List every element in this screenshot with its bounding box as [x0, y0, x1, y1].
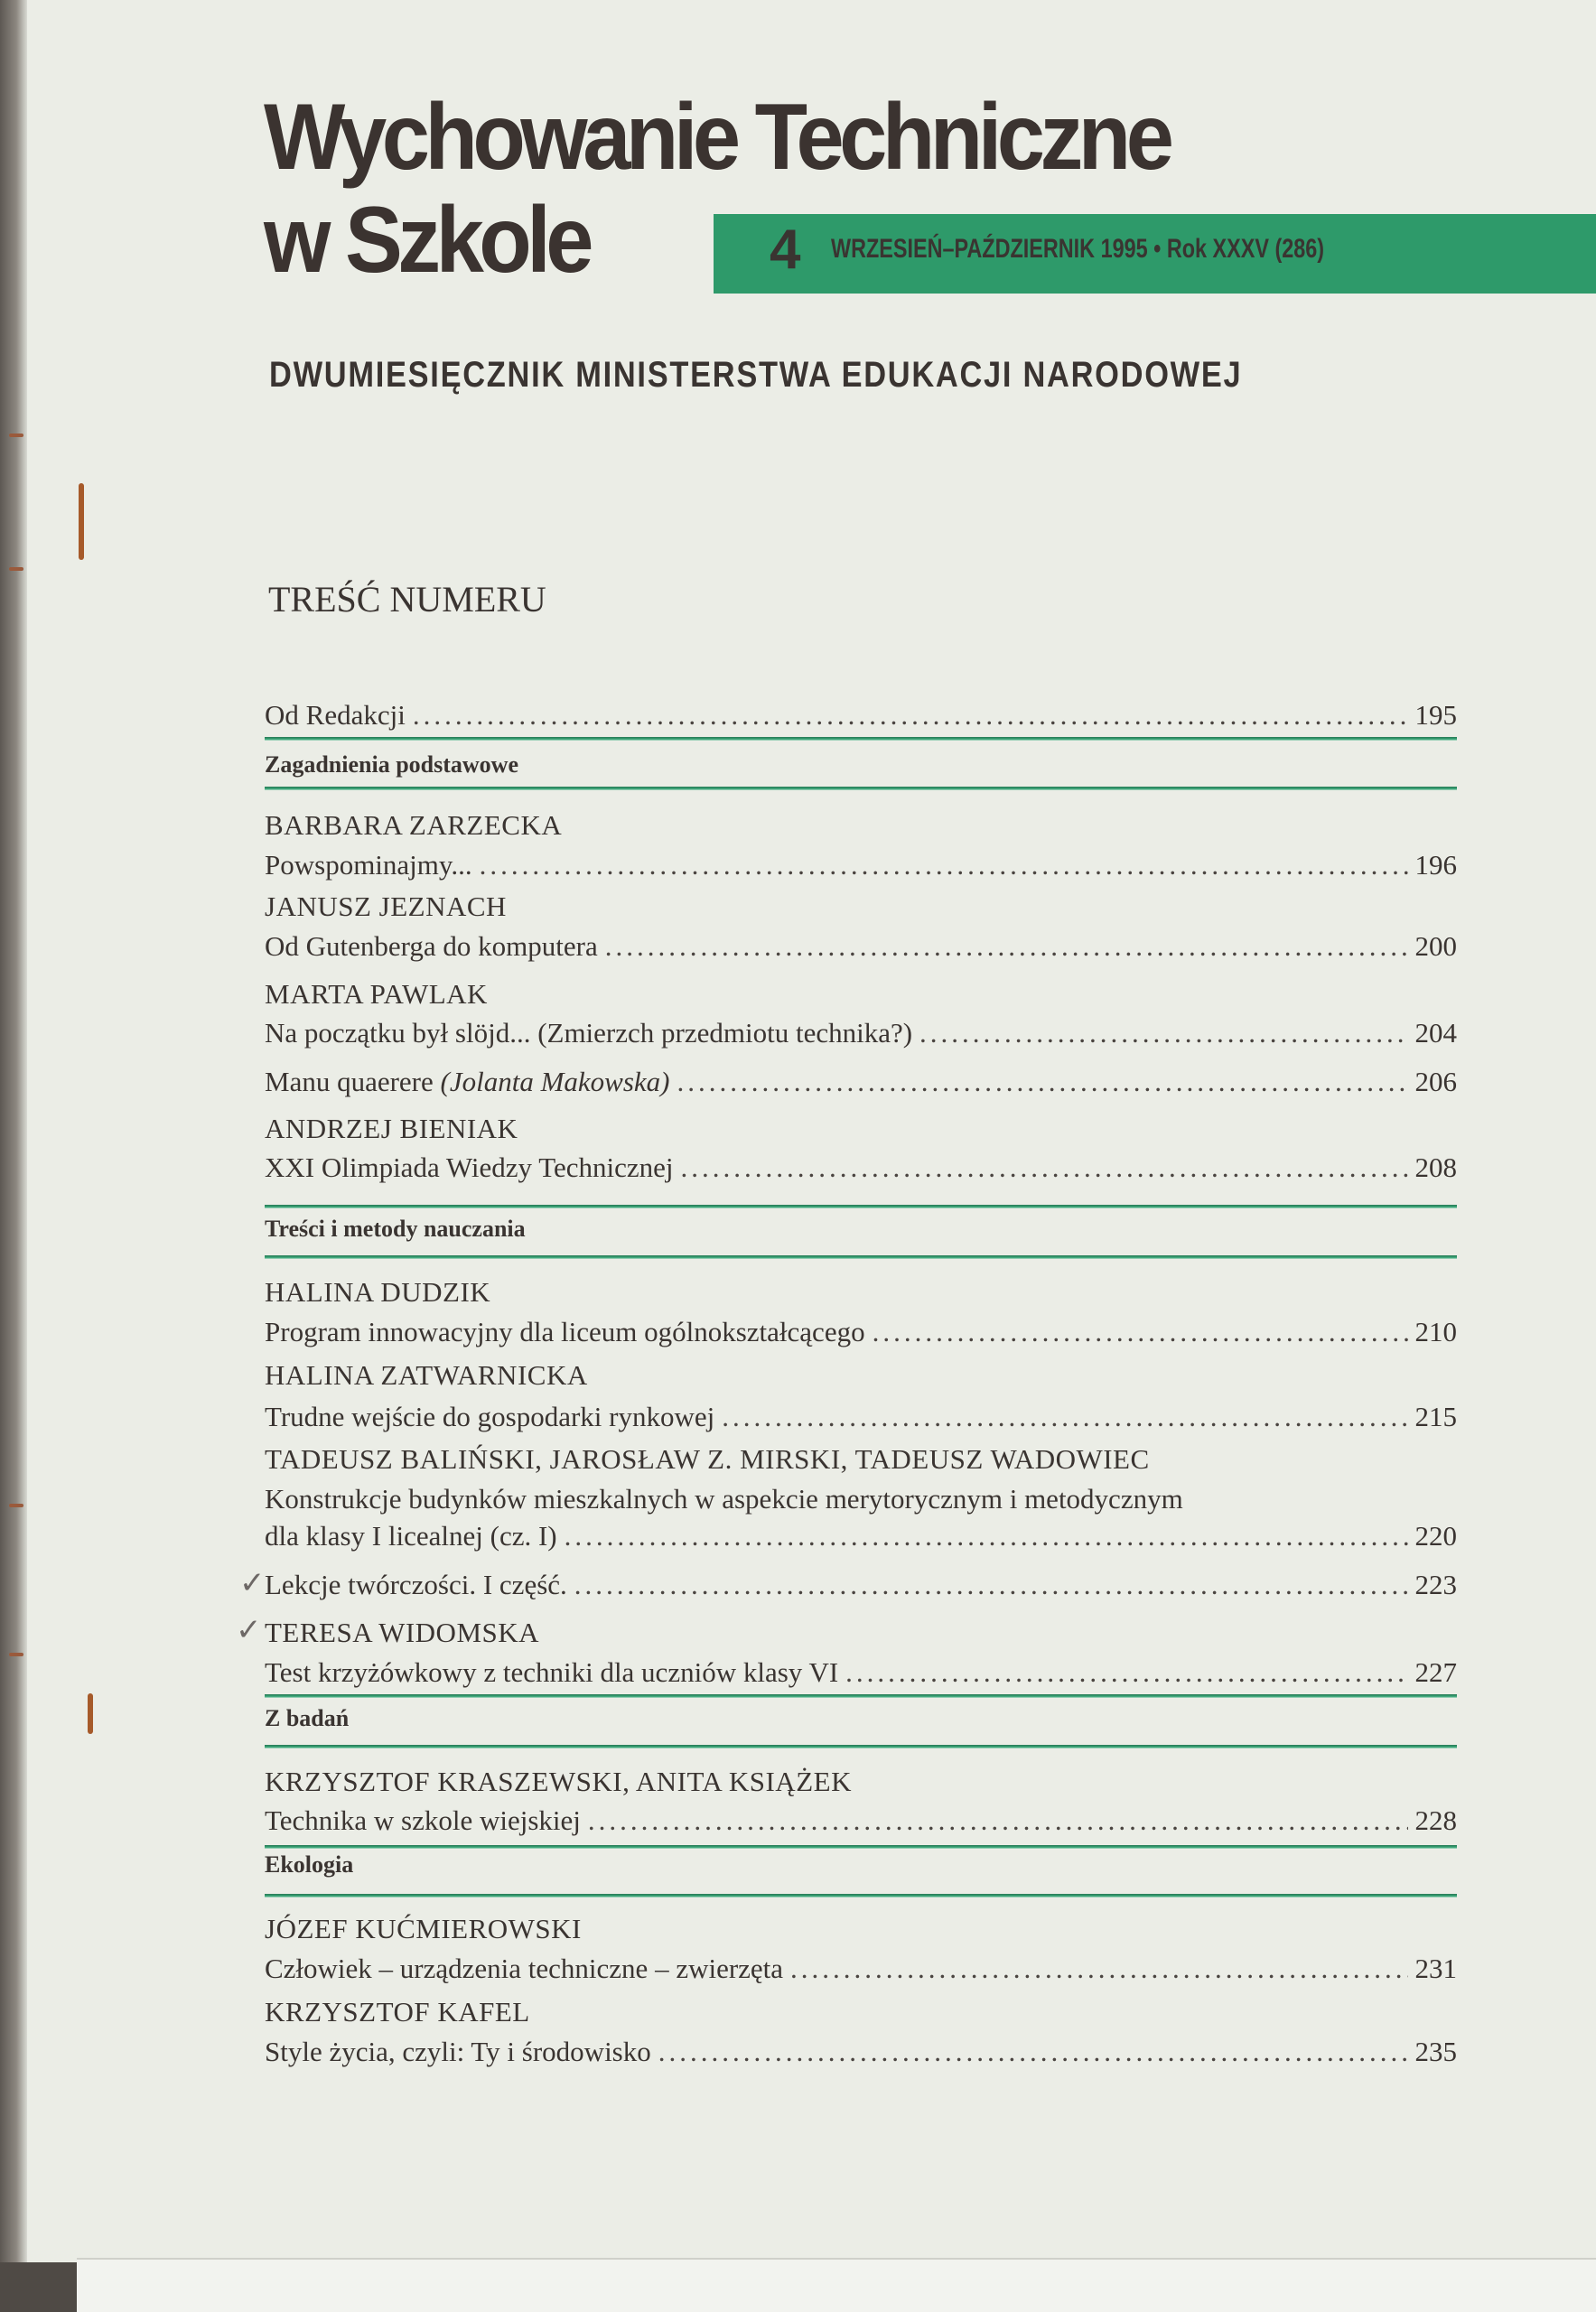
toc-entry[interactable]	[265, 1401, 1457, 1433]
leader-dots	[480, 849, 1408, 881]
entry-title: Powspominajmy...	[265, 849, 472, 881]
entry-page: 231	[1414, 1953, 1457, 1984]
leader-dots	[722, 1401, 1407, 1433]
leader-dots	[845, 1656, 1407, 1689]
leader-dots	[565, 1520, 1408, 1552]
section-rule	[265, 787, 1457, 790]
staple-mark	[9, 567, 23, 571]
magazine-page	[27, 0, 1596, 2262]
entry-title: Technika w szkole wiejskiej	[265, 1804, 581, 1836]
entry-author: KRZYSZTOF KAFEL	[265, 1996, 530, 2028]
staple-mark	[9, 1504, 23, 1507]
entry-title: dla klasy I licealnej (cz. I)	[265, 1520, 557, 1552]
entry-author: MARTA PAWLAK	[265, 978, 488, 1010]
entry-page: 204	[1414, 1017, 1457, 1049]
scan-background	[0, 2262, 77, 2312]
toc-entry[interactable]	[265, 699, 1457, 732]
section-rule	[265, 1894, 1457, 1897]
entry-page: 227	[1414, 1656, 1457, 1688]
leader-dots	[588, 1804, 1408, 1837]
entry-page: 215	[1414, 1401, 1457, 1432]
entry-author: TERESA WIDOMSKA	[265, 1617, 540, 1648]
magazine-title-line1: Wychowanie Techniczne	[264, 85, 1170, 190]
section-label: Zagadnienia podstawowe	[265, 751, 518, 778]
toc-entry[interactable]	[265, 1316, 1457, 1348]
entry-title: Program innowacyjny dla liceum ogólnokształcącego	[265, 1316, 865, 1347]
section-label: Treści i metody nauczania	[265, 1216, 526, 1242]
entry-page: 223	[1414, 1569, 1457, 1600]
section-rule	[265, 737, 1457, 741]
toc-entry[interactable]	[265, 930, 1457, 963]
toc-entry[interactable]	[265, 1953, 1457, 1985]
entry-author: JANUSZ JEZNACH	[265, 890, 507, 922]
issue-info: WRZESIEŃ–PAŹDZIERNIK 1995 • Rok XXXV (286)	[831, 234, 1325, 264]
issue-number: 4	[770, 219, 801, 281]
entry-page: 235	[1414, 2036, 1457, 2067]
entry-author: KRZYSZTOF KRASZEWSKI, ANITA KSIĄŻEK	[265, 1766, 852, 1797]
pencil-checkmark-icon: ✓	[236, 1612, 262, 1648]
entry-author: BARBARA ZARZECKA	[265, 809, 563, 841]
entry-title: Na początku był slöjd... (Zmierzch przedmiotu technika?)	[265, 1017, 913, 1049]
entry-title-line1: Konstrukcje budynków mieszkalnych w aspekcie merytorycznym i metodycznym	[265, 1483, 1183, 1515]
rust-mark	[79, 483, 84, 560]
next-page-edge	[77, 2258, 1596, 2312]
pencil-checkmark-icon: ✓	[239, 1565, 266, 1601]
entry-author: ANDRZEJ BIENIAK	[265, 1113, 518, 1144]
entry-title-author: (Jolanta Makowska)	[440, 1066, 670, 1097]
section-rule	[265, 1745, 1457, 1748]
entry-title: Trudne wejście do gospodarki rynkowej	[265, 1401, 715, 1432]
entry-page: 206	[1414, 1066, 1457, 1097]
entry-page: 220	[1414, 1520, 1457, 1552]
toc-entry[interactable]	[265, 1066, 1457, 1098]
toc-entry[interactable]	[265, 2036, 1457, 2068]
toc-entry[interactable]	[265, 849, 1457, 881]
section-label: Z badań	[265, 1705, 350, 1731]
entry-title-text: Manu quaerere	[265, 1066, 434, 1097]
leader-dots	[677, 1066, 1407, 1098]
section-rule	[265, 1255, 1457, 1259]
toc-entry[interactable]	[265, 1520, 1457, 1552]
toc-entry[interactable]	[265, 1017, 1457, 1049]
entry-page: 195	[1414, 699, 1457, 731]
entry-author: HALINA DUDZIK	[265, 1276, 491, 1308]
staple-mark	[9, 1653, 23, 1656]
entry-title: Test krzyżówkowy z techniki dla uczniów klasy VI	[265, 1656, 839, 1688]
entry-title: Style życia, czyli: Ty i środowisko	[265, 2036, 651, 2067]
entry-title: Lekcje twórczości. I część.	[265, 1569, 567, 1600]
leader-dots	[790, 1953, 1407, 1985]
entry-page: 200	[1414, 930, 1457, 962]
entry-title: Od Gutenberga do komputera	[265, 930, 598, 962]
publisher-subtitle: DWUMIESIĘCZNIK MINISTERSTWA EDUKACJI NARODOWEJ	[269, 355, 1243, 395]
leader-dots	[658, 2036, 1408, 2068]
entry-page: 228	[1414, 1804, 1457, 1836]
entry-author: JÓZEF KUĆMIEROWSKI	[265, 1913, 582, 1944]
leader-dots	[574, 1569, 1408, 1601]
leader-dots	[605, 930, 1408, 963]
section-rule	[265, 1694, 1457, 1698]
toc-heading: TREŚĆ NUMERU	[268, 579, 546, 620]
staple-mark	[9, 434, 23, 437]
toc-entry[interactable]	[265, 1804, 1457, 1837]
entry-title: XXI Olimpiada Wiedzy Technicznej	[265, 1151, 674, 1183]
entry-title: Od Redakcji	[265, 699, 406, 731]
magazine-title-line2: w Szkole	[264, 188, 589, 293]
leader-dots	[413, 699, 1408, 732]
entry-page: 208	[1414, 1151, 1457, 1183]
leader-dots	[873, 1316, 1408, 1348]
toc-entry[interactable]	[265, 1656, 1457, 1689]
toc-entry[interactable]	[265, 1569, 1457, 1601]
entry-page: 210	[1414, 1316, 1457, 1347]
entry-author: TADEUSZ BALIŃSKI, JAROSŁAW Z. MIRSKI, TADEUSZ WADOWIEC	[265, 1443, 1150, 1475]
entry-title: Człowiek – urządzenia techniczne – zwierzęta	[265, 1953, 784, 1984]
entry-title	[265, 1066, 669, 1098]
toc-entry[interactable]	[265, 1151, 1457, 1184]
leader-dots	[681, 1151, 1408, 1184]
rust-mark	[88, 1693, 93, 1734]
issue-band	[714, 214, 1596, 294]
section-label: Ekologia	[265, 1851, 354, 1878]
entry-page: 196	[1414, 849, 1457, 881]
entry-author: HALINA ZATWARNICKA	[265, 1359, 588, 1391]
leader-dots	[919, 1017, 1407, 1049]
section-rule	[265, 1845, 1457, 1849]
section-rule	[265, 1205, 1457, 1208]
page-spine	[0, 0, 27, 2312]
